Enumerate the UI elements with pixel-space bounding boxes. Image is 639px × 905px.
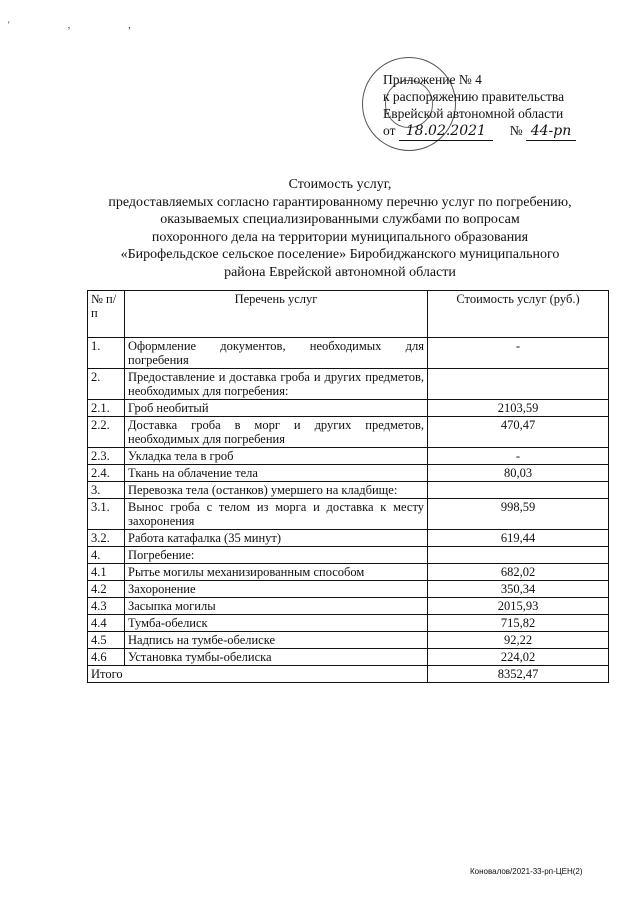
row-cost: -: [428, 448, 609, 465]
row-service: Доставка гроба в морг и других предметов, необходимых для погребения: [125, 417, 428, 448]
row-number: 4.: [88, 547, 125, 564]
document-footer-code: Коновалов/2021-33-рп-ЦЕН(2): [470, 867, 583, 876]
row-service: Захоронение: [125, 581, 428, 598]
scan-marks: ' , ,: [8, 20, 159, 30]
table-row: [88, 448, 609, 465]
row-service: Перевозка тела (останков) умершего на кладбище:: [125, 482, 428, 499]
row-number: 2.3.: [88, 448, 125, 465]
row-service: Надпись на тумбе-обелиске: [125, 632, 428, 649]
table-row: [88, 564, 609, 581]
row-service: Предоставление и доставка гроба и других предметов, необходимых для погребения:: [125, 369, 428, 400]
row-cost: 682,02: [428, 564, 609, 581]
row-number: 2.1.: [88, 400, 125, 417]
table-row: [88, 417, 609, 448]
title-line-5: «Бирофельдское сельское поселение» Биробиджанского муниципального: [120, 247, 560, 262]
table-row: [88, 499, 609, 530]
row-number: 3.: [88, 482, 125, 499]
row-cost: 80,03: [428, 465, 609, 482]
total-value: 8352,47: [428, 666, 609, 683]
row-number: 2.: [88, 369, 125, 400]
appendix-header: [383, 71, 576, 141]
table-row: [88, 482, 609, 499]
row-service: Оформление документов, необходимых для погребения: [125, 338, 428, 369]
table-row: [88, 547, 609, 564]
title-line-4: похоронного дела на территории муниципального образования: [151, 229, 529, 245]
row-number: 3.1.: [88, 499, 125, 530]
number-prefix: №: [509, 123, 523, 138]
row-number: 4.4: [88, 615, 125, 632]
header-service: Перечень услуг: [125, 291, 428, 338]
appendix-order-ref: к распоряжению правительства: [383, 89, 565, 104]
table-row: [88, 632, 609, 649]
title-line-2: предоставляемых согласно гарантированному перечню услуг по погребению,: [108, 194, 572, 210]
row-cost: 350,34: [428, 581, 609, 598]
table-row: [88, 598, 609, 615]
row-number: 2.2.: [88, 417, 125, 448]
row-service: Вынос гроба с телом из морга и доставка к месту захоронения: [125, 499, 428, 530]
title-line-1: Стоимость услуг,: [288, 177, 392, 192]
row-number: 4.5: [88, 632, 125, 649]
table-header-row: [88, 291, 609, 338]
row-cost: 2103,59: [428, 400, 609, 417]
total-label: Итого: [88, 666, 428, 683]
header-cost: Стоимость услуг (руб.): [428, 291, 609, 338]
table-row: [88, 581, 609, 598]
row-service: Укладка тела в гроб: [125, 448, 428, 465]
table-row: [88, 649, 609, 666]
row-cost: 998,59: [428, 499, 609, 530]
appendix-authority: Еврейской автономной области: [383, 106, 564, 121]
row-cost: 92,22: [428, 632, 609, 649]
row-service: Работа катафалка (35 минут): [125, 530, 428, 547]
title-line-6: района Еврейской автономной области: [224, 264, 456, 280]
table-row: [88, 400, 609, 417]
row-number: 4.2: [88, 581, 125, 598]
services-table: [87, 290, 609, 683]
row-number: 1.: [88, 338, 125, 369]
number-value: 44-рп: [526, 123, 576, 141]
table-total-row: [88, 666, 609, 683]
row-service: Погребение:: [125, 547, 428, 564]
row-cost: 619,44: [428, 530, 609, 547]
row-cost: [428, 547, 609, 564]
title-line-3: оказываемых специализированными службами по вопросам: [160, 212, 520, 227]
date-value: 18.02.2021: [399, 123, 493, 141]
row-service: Ткань на облачение тела: [125, 465, 428, 482]
row-number: 3.2.: [88, 530, 125, 547]
table-row: [88, 369, 609, 400]
row-cost: 715,82: [428, 615, 609, 632]
row-cost: [428, 482, 609, 499]
row-cost: 2015,93: [428, 598, 609, 615]
table-row: [88, 465, 609, 482]
row-service: Тумба-обелиск: [125, 615, 428, 632]
table-row: [88, 615, 609, 632]
date-prefix: от: [383, 123, 396, 138]
appendix-date-line: [383, 122, 576, 141]
table-row: [88, 338, 609, 369]
row-number: 4.3: [88, 598, 125, 615]
row-number: 4.6: [88, 649, 125, 666]
row-service: Рытье могилы механизированным способом: [125, 564, 428, 581]
row-service: Гроб необитый: [125, 400, 428, 417]
row-number: 2.4.: [88, 465, 125, 482]
row-cost: 470,47: [428, 417, 609, 448]
header-number: № п/п: [88, 291, 125, 338]
appendix-number: Приложение № 4: [383, 72, 482, 87]
row-service: Установка тумбы-обелиска: [125, 649, 428, 666]
row-cost: -: [428, 338, 609, 369]
row-number: 4.1: [88, 564, 125, 581]
row-cost: [428, 369, 609, 400]
table-row: [88, 530, 609, 547]
row-service: Засыпка могилы: [125, 598, 428, 615]
document-title: [60, 176, 620, 281]
row-cost: 224,02: [428, 649, 609, 666]
